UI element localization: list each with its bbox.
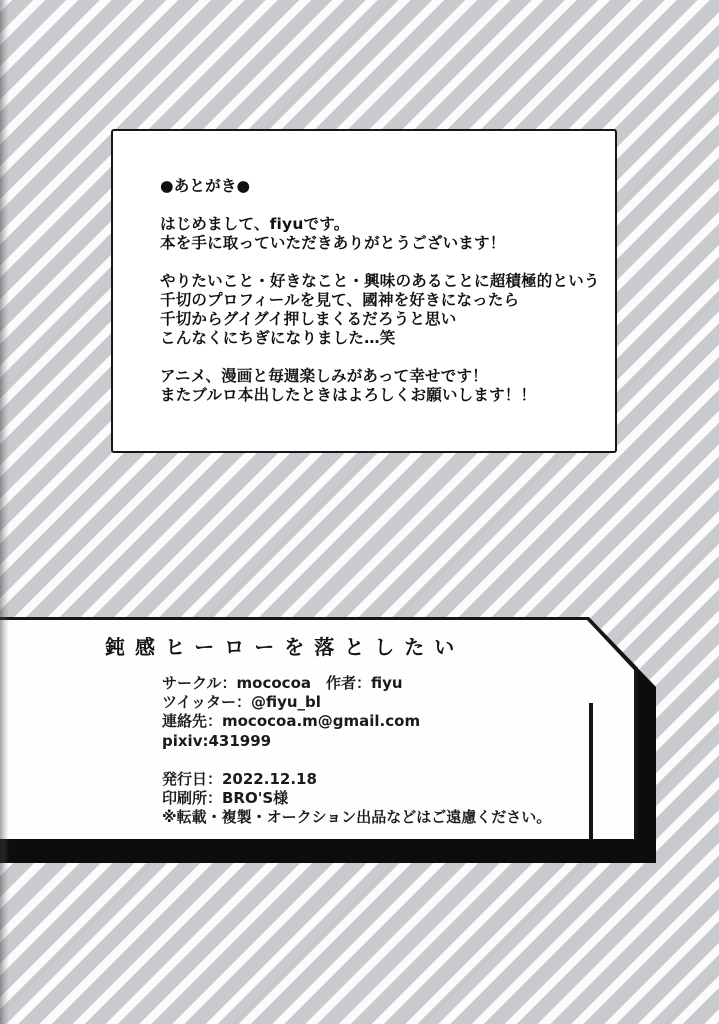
afterword-text	[113, 131, 615, 405]
text-line	[160, 196, 589, 215]
book-edge-shadow	[0, 0, 9, 1024]
text-line	[160, 253, 589, 272]
text-line: 本を手に取っていただきありがとうございます！	[160, 234, 506, 252]
text-line: またブルロ本出したときはよろしくお願いします！！	[160, 386, 537, 404]
colophon-divider-line	[589, 703, 593, 839]
book-title: 鈍感ヒーローを落としたい	[105, 635, 465, 659]
text-line: 連絡先：mococoa.m@gmail.com	[162, 712, 421, 731]
text-line	[160, 348, 589, 367]
text-line: 発行日：2022.12.18	[162, 769, 317, 788]
text-line: ●あとがき●	[160, 177, 251, 195]
text-line: 千切のプロフィールを見て、國神を好きになったら	[160, 291, 520, 309]
text-line: アニメ、漫画と毎週楽しみがあって幸せです！	[160, 367, 488, 385]
text-line: こんなくにちぎになりました…笑	[160, 329, 396, 347]
colophon-details	[162, 674, 551, 828]
colophon-block	[0, 617, 656, 863]
text-line: 千切からグイグイ押しまくるだろうと思い	[160, 310, 457, 328]
text-line: ※転載・複製・オークション出品などはご遠慮ください。	[162, 808, 552, 827]
text-line: ツイッター：@fiyu_bl	[162, 693, 321, 712]
text-line: サークル：mococoa 作者：fiyu	[162, 674, 403, 692]
afterword-box	[111, 129, 617, 453]
text-line: 印刷所：BRO'S様	[162, 789, 289, 808]
text-line: pixiv:431999	[162, 731, 272, 750]
text-line: はじめまして、fiyuです。	[160, 215, 350, 233]
text-line: やりたいこと・好きなこと・興味のあることに超積極的という	[160, 272, 600, 290]
text-line	[162, 751, 551, 770]
